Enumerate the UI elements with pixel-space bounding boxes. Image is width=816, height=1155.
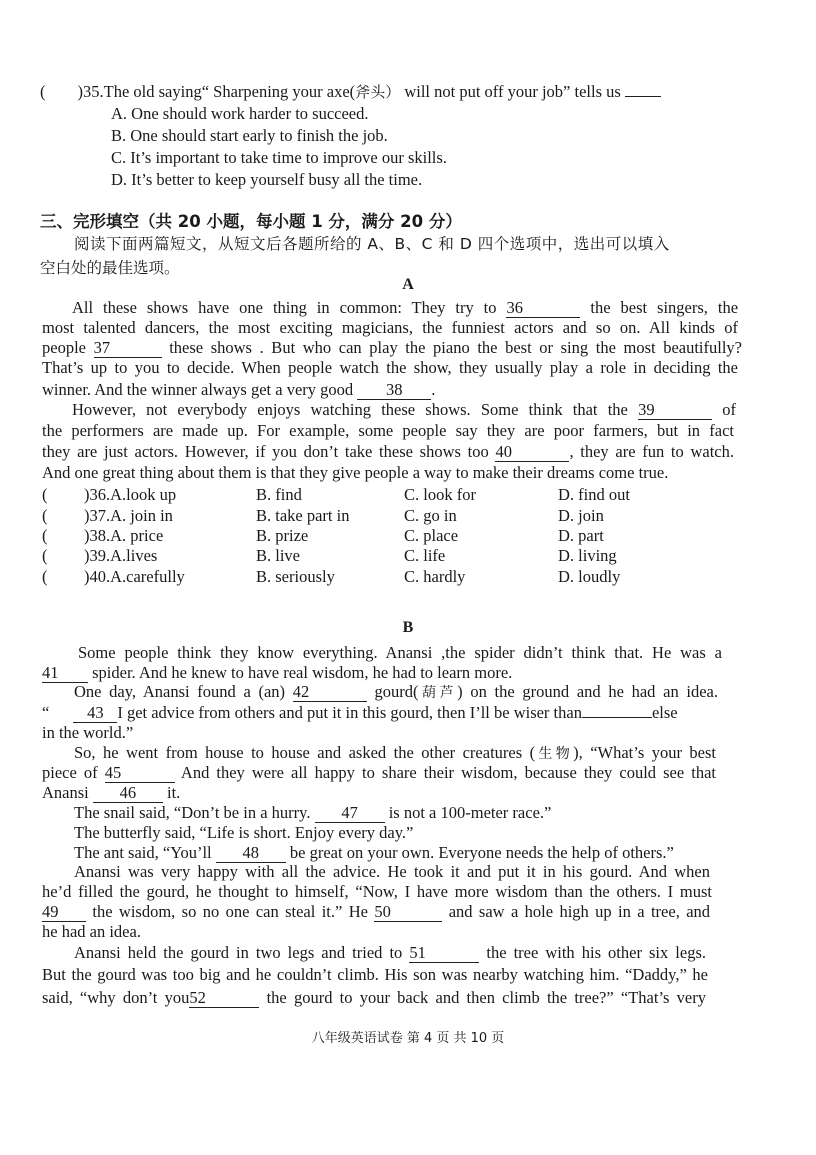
passage-b-line-14: [42, 902, 710, 922]
q36-option-c: C. look for: [404, 485, 476, 504]
passage-text: ), “What’s your best: [573, 743, 716, 762]
answer-paren-open: (: [40, 82, 46, 101]
passage-text: The ant said, “You’ll: [74, 843, 212, 862]
answer-paren: (: [42, 546, 48, 565]
q40-option-a: )40.A.carefully: [84, 567, 185, 586]
q35-option-a: A. One should work harder to succeed.: [111, 104, 369, 123]
passage-text: So, he went from house to house and asked the other creatures (: [74, 743, 536, 762]
passage-text: And they were all happy to share their wisdom, because they could see that: [180, 763, 716, 782]
passage-text: the tree with his other six legs.: [486, 943, 706, 962]
passage-a-line-6: [72, 400, 736, 420]
blank-51: 51: [409, 944, 479, 963]
blank-45: 45: [105, 764, 175, 783]
passage-b-line-3: [74, 682, 718, 703]
answer-paren: (: [42, 506, 48, 525]
passage-b-line-5: in the world.”: [42, 723, 134, 742]
passage-text: people: [42, 338, 86, 357]
passage-text-cn: 葫芦: [418, 685, 458, 701]
answer-paren: (: [42, 485, 48, 504]
blank-36: 36: [506, 299, 580, 318]
blank-38: 38: [357, 381, 431, 400]
section-instruction-cont: 空白处的最佳选项。: [40, 259, 180, 277]
passage-text: of: [722, 400, 737, 419]
q38-option-c: C. place: [404, 526, 459, 545]
passage-text: said, “why don’t you: [42, 988, 190, 1007]
q35-option-c: C. It’s important to take time to improve our skills.: [111, 148, 447, 167]
q40-option-c: C. hardly: [404, 567, 466, 586]
passage-text: and saw a hole high up in a tree, and: [448, 902, 711, 921]
q39-option-b: B. live: [256, 546, 300, 565]
passage-text: piece of: [42, 763, 98, 782]
q37-option-d: D. join: [558, 506, 604, 525]
passage-b-line-8: [42, 783, 180, 803]
q39-option-a: )39.A.lives: [84, 546, 158, 565]
passage-a-line-4: That’s up to you to decide. When people watch the show, they usually play a role in deciding the: [42, 358, 738, 377]
passage-b-line-11: [74, 843, 674, 863]
passage-a-line-9: And one great thing about them is that they give people a way to make their dreams come true.: [42, 463, 669, 482]
passage-text: However, not everybody enjoys watching these shows. Some think that the: [72, 400, 628, 419]
passage-text: One day, Anansi found a (an): [74, 682, 286, 701]
q40-option-b: B. seriously: [256, 567, 335, 586]
passage-text: Anansi: [42, 783, 89, 802]
q35-stem-start: 35.The old saying“ Sharpening your axe(: [83, 82, 356, 101]
section-heading: 三、完形填空（共 20 小题，每小题 1 分，满分 20 分）: [40, 212, 462, 231]
passage-b-line-10: The butterfly said, “Life is short. Enjoy every day.”: [74, 823, 414, 842]
passage-text: else: [651, 703, 678, 722]
passage-a-line-5: [42, 380, 435, 400]
passage-text: winner. And the winner always get a very good: [42, 380, 354, 399]
q37-option-b: B. take part in: [256, 506, 350, 525]
blank-47: 47: [315, 804, 385, 823]
q36-option-a: )36.A.look up: [84, 485, 177, 504]
q37-option-a: )37.A. join in: [84, 506, 173, 525]
passage-text: .: [431, 380, 436, 399]
passage-text: it.: [167, 783, 181, 802]
blank-40: 40: [495, 443, 569, 462]
page-footer: 八年级英语试卷 第 4 页 共 10 页: [311, 1031, 505, 1046]
passage-text: these shows . But who can play the piano the best or sing the most beautifully?: [169, 338, 742, 357]
passage-text: spider. And he knew to have real wisdom, he had to learn more.: [92, 663, 513, 682]
passage-b-line-7: [42, 763, 716, 783]
blank-43: 43: [73, 704, 117, 723]
passage-a-line-8: [42, 442, 734, 462]
answer-paren: (: [42, 567, 48, 586]
answer-blank: [625, 96, 661, 97]
passage-b-line-6: [74, 743, 716, 764]
passage-a-line-3: [42, 338, 742, 358]
passage-a-line-1: [72, 298, 738, 318]
q38-option-d: D. part: [558, 526, 604, 545]
passage-b-line-12: Anansi was very happy with all the advice. He took it and put it in his gourd. And when: [74, 862, 710, 881]
passage-text: is not a 100-meter race.”: [388, 803, 552, 822]
passage-text: , they are fun to watch.: [569, 442, 735, 461]
answer-paren: (: [42, 526, 48, 545]
blank-46: 46: [93, 784, 163, 803]
answer-paren-close: ): [77, 82, 83, 101]
passage-b-line-9: [74, 803, 551, 823]
blank-52: 52: [189, 989, 259, 1008]
blank-37: 37: [94, 339, 162, 358]
passage-b-line-15: he had an idea.: [42, 922, 141, 941]
passage-text: be great on your own. Everyone needs the help of others.”: [289, 843, 674, 862]
passage-text-cn: 生物: [535, 746, 574, 762]
passage-text: “: [42, 703, 50, 722]
passage-b-line-16: [74, 943, 706, 963]
passage-a-line-2: most talented dancers, the most exciting magicians, the funniest actors and so on. All kinds of: [42, 318, 738, 337]
passage-text: All these shows have one thing in common: They try to: [72, 298, 497, 317]
passage-a-line-7: the performers are made up. For example, some people say they are poor farmers, but in fact: [42, 421, 734, 440]
passage-text: I get advice from others and put it in this gourd, then I’ll be wiser than: [117, 703, 582, 722]
passage-text: the best singers, the: [590, 298, 739, 317]
q35-stem-cn: 斧头）: [355, 83, 401, 101]
q36-option-b: B. find: [256, 485, 302, 504]
answer-blank: [582, 717, 652, 718]
q35-stem-end: will not put off your job” tells us: [400, 82, 621, 101]
passage-b-line-18: [42, 988, 706, 1008]
q40-option-d: D. loudly: [558, 567, 621, 586]
passage-b-line-17: But the gourd was too big and he couldn’t climb. His son was nearby watching him. “Daddy,” he: [42, 965, 708, 984]
q35-option-b: B. One should start early to finish the job.: [111, 126, 388, 145]
passage-text: The snail said, “Don’t be in a hurry.: [74, 803, 311, 822]
blank-41: 41: [42, 664, 88, 683]
q36-option-d: D. find out: [558, 485, 630, 504]
passage-a-label: A: [402, 276, 414, 293]
section-instruction: 阅读下面两篇短文，从短文后各题所给的 A、B、C 和 D 四个选项中，选出可以填入: [74, 235, 670, 253]
passage-text: they are just actors. However, if you don’t take these shows too: [42, 442, 489, 461]
passage-b-label: B: [402, 619, 414, 636]
passage-b-line-13: he’d filled the gourd, he thought to himself, “Now, I have more wisdom than the others. I must: [42, 882, 712, 901]
passage-text: ) on the ground and he had an idea.: [457, 682, 718, 701]
q39-option-d: D. living: [558, 546, 617, 565]
q38-option-a: )38.A. price: [84, 526, 164, 545]
passage-text: the gourd to your back and then climb the tree?” “That’s very: [266, 988, 706, 1007]
passage-b-line-2: [42, 663, 512, 683]
blank-42: 42: [293, 683, 367, 702]
blank-48: 48: [216, 844, 286, 863]
q39-option-c: C. life: [404, 546, 446, 565]
q35-stem: [40, 82, 661, 102]
q38-option-b: B. prize: [256, 526, 309, 545]
passage-b-line-1: Some people think they know everything. Anansi ,the spider didn’t think that. He was a: [78, 643, 722, 662]
blank-50: 50: [374, 903, 442, 922]
q35-option-d: D. It’s better to keep yourself busy all the time.: [111, 170, 423, 189]
passage-b-line-4: [42, 703, 678, 723]
passage-text: gourd(: [374, 682, 419, 701]
blank-39: 39: [638, 401, 712, 420]
passage-text: the wisdom, so no one can steal it.” He: [92, 902, 368, 921]
passage-text: Anansi held the gourd in two legs and tried to: [74, 943, 403, 962]
q37-option-c: C. go in: [404, 506, 457, 525]
blank-49: 49: [42, 903, 86, 922]
